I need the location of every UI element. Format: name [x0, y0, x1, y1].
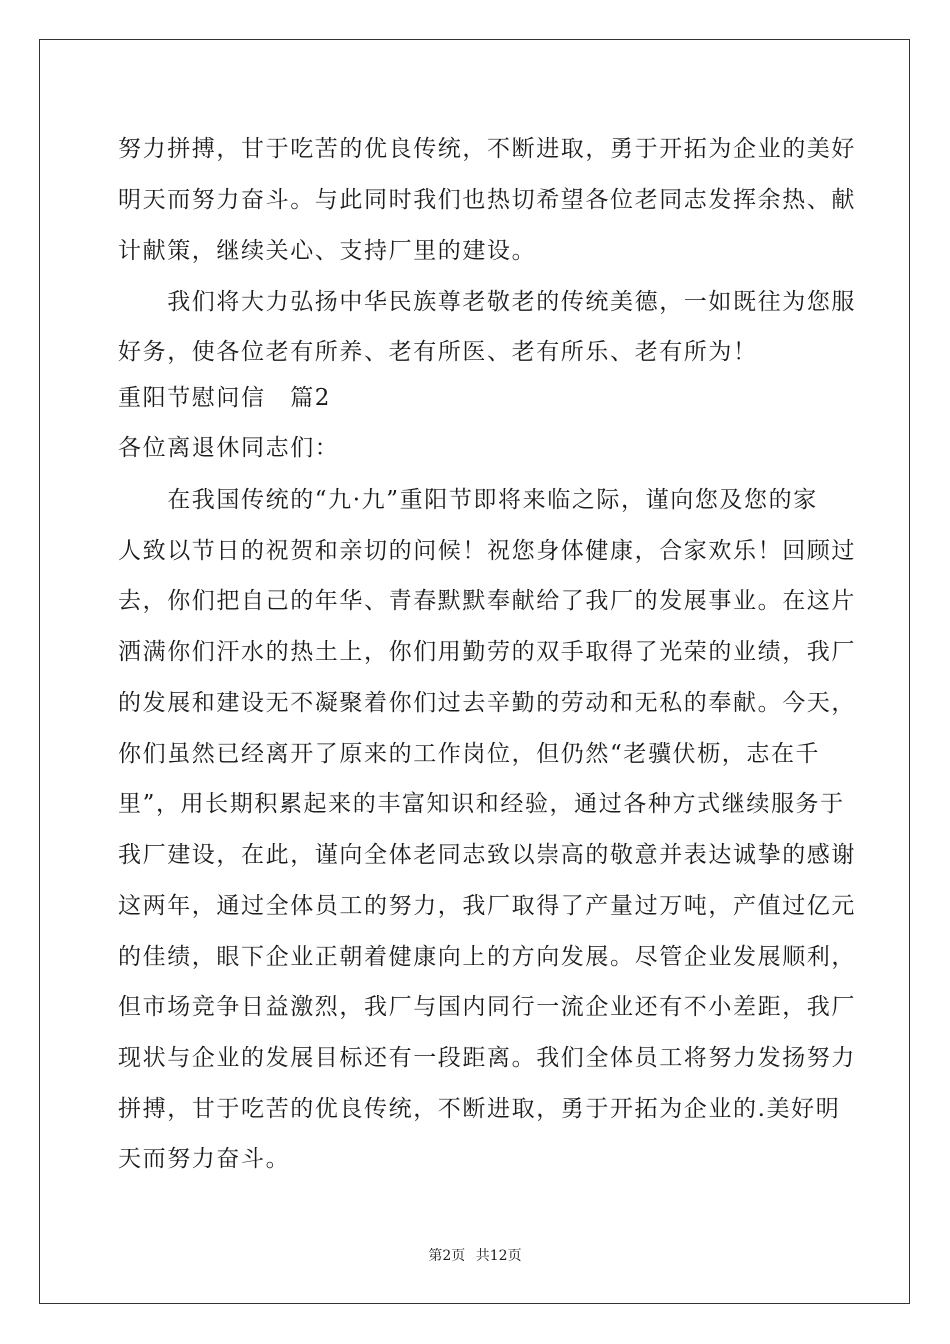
text-line: 去，你们把自己的年华、青春默默奉献给了我厂的发展事业。在这片 [118, 588, 856, 614]
text-line: 里”，用长期积累起来的丰富知识和经验，通过各种方式继续服务于 [118, 791, 845, 817]
text-line: 天而努力奋斗。 [118, 1146, 291, 1172]
page-footer [0, 1247, 950, 1265]
text-line: 的佳绩，眼下企业正朝着健康向上的方向发展。尽管企业发展顺利， [118, 944, 856, 970]
text-line: 在我国传统的“九·九”重阳节即将来临之际，谨向您及您的家 [118, 487, 818, 513]
total-pages: 共12页 [475, 1248, 522, 1264]
text-line: 的发展和建设无不凝聚着你们过去辛勤的劳动和无私的奉献。今天， [118, 690, 856, 716]
page-number: 第2页 [428, 1248, 466, 1264]
text-line: 现状与企业的发展目标还有一段距离。我们全体员工将努力发扬努力 [118, 1045, 856, 1071]
text-line: 这两年，通过全体员工的努力，我厂取得了产量过万吨，产值过亿元 [118, 893, 856, 919]
text-line: 人致以节日的祝贺和亲切的问候！祝您身体健康，合家欢乐！回顾过 [118, 538, 856, 564]
text-line: 我们将大力弘扬中华民族尊老敬老的传统美德，一如既往为您服 [118, 289, 856, 315]
text-line: 明天而努力奋斗。与此同时我们也热切希望各位老同志发挥余热、献 [118, 187, 856, 213]
text-line: 洒满你们汗水的热土上，你们用勤劳的双手取得了光荣的业绩，我厂 [118, 639, 856, 665]
text-line: 拼搏，甘于吃苦的优良传统，不断进取，勇于开拓为企业的.美好明 [118, 1096, 841, 1122]
text-line: 计献策，继续关心、支持厂里的建设。 [118, 238, 537, 264]
text-line: 但市场竞争日益激烈，我厂与国内同行一流企业还有不小差距，我厂 [118, 994, 856, 1020]
section-heading: 重阳节慰问信 篇2 [118, 385, 332, 411]
text-line: 你们虽然已经离开了原来的工作岗位，但仍然“老骥伏枥，志在千 [118, 741, 821, 767]
text-line: 好务，使各位老有所养、老有所医、老有所乐、老有所为！ [118, 339, 758, 365]
text-line: 努力拼搏，甘于吃苦的优良传统，不断进取，勇于开拓为企业的美好 [118, 136, 856, 162]
text-line: 我厂建设，在此，谨向全体老同志致以崇高的敬意并表达诚挚的感谢 [118, 842, 856, 868]
salutation: 各位离退休同志们： [118, 435, 340, 461]
